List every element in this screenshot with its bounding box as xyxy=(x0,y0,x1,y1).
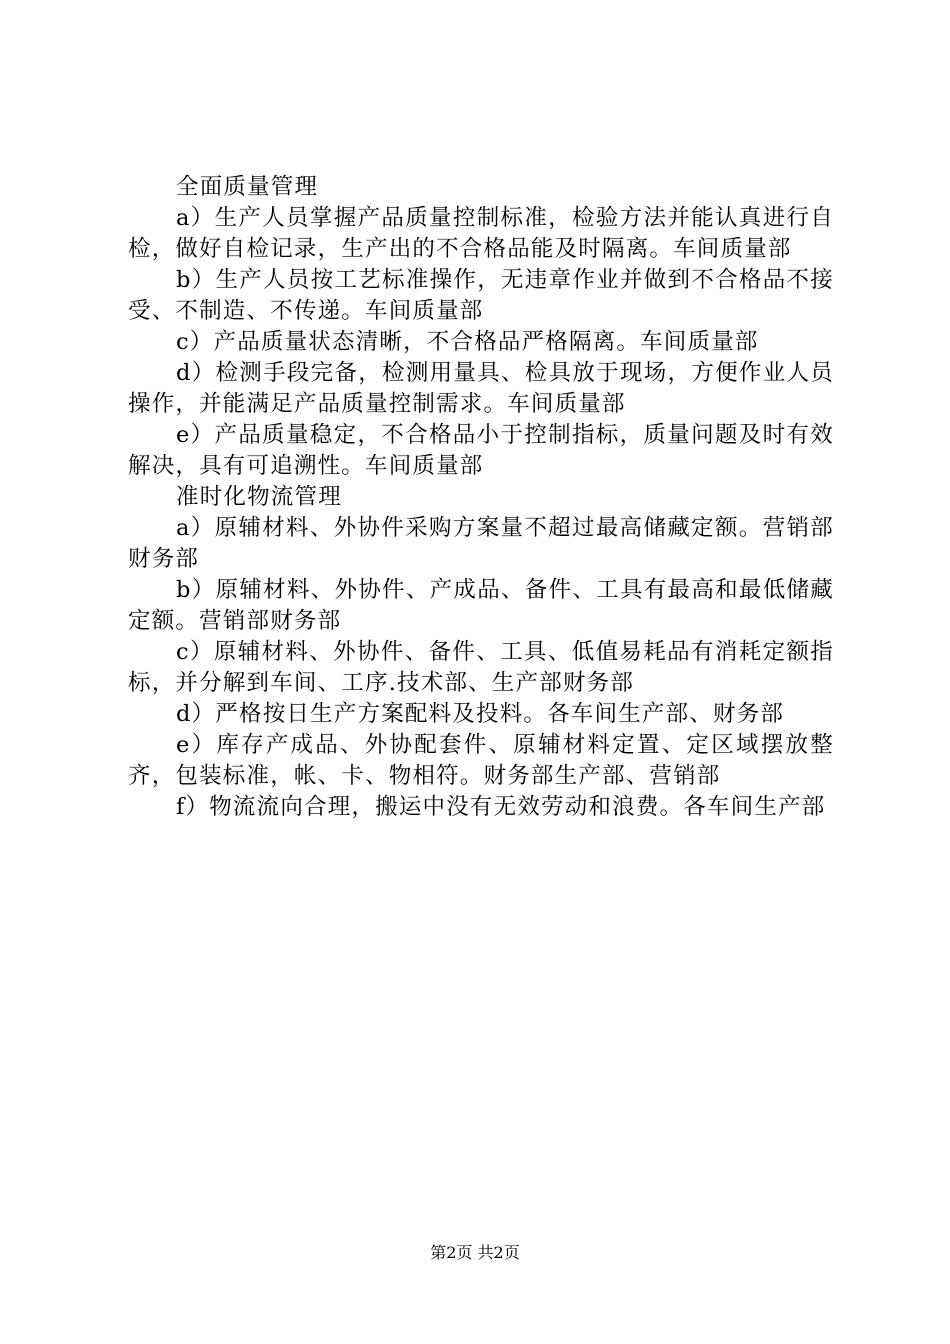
logistics-item-b: b）原辅材料、外协件、产成品、备件、工具有最高和最低储藏定额。营销部财务部 xyxy=(128,577,834,634)
logistics-item-f: f）物流流向合理，搬运中没有无效劳动和浪费。各车间生产部 xyxy=(176,794,826,820)
logistics-item-e: e）库存产成品、外协配套件、原辅材料定置、定区域摆放整齐，包装标准，帐、卡、物相符。财务部生产部、营销部 xyxy=(128,732,834,789)
section-heading-quality: 全面质量管理 xyxy=(176,174,319,200)
logistics-item-c: c）原辅材料、外协件、备件、工具、低值易耗品有消耗定额指标，并分解到车间、工序.技术部、生产部财务部 xyxy=(128,639,834,696)
logistics-item-d: d）严格按日生产方案配料及投料。各车间生产部、财务部 xyxy=(176,701,785,727)
section-heading-logistics: 准时化物流管理 xyxy=(176,484,342,510)
quality-item-d: d）检测手段完备，检测用量具、检具放于现场，方便作业人员操作，并能满足产品质量控制需求。车间质量部 xyxy=(128,360,834,417)
quality-item-b: b）生产人员按工艺标准操作，无违章作业并做到不合格品不接受、不制造、不传递。车间质量部 xyxy=(128,267,834,324)
document-body xyxy=(128,172,834,823)
page-footer: 第2页 共2页 xyxy=(430,1243,520,1262)
logistics-item-a: a）原辅材料、外协件采购方案量不超过最高储藏定额。营销部财务部 xyxy=(128,515,834,572)
quality-item-c: c）产品质量状态清晰，不合格品严格隔离。车间质量部 xyxy=(176,329,759,355)
quality-item-e: e）产品质量稳定，不合格品小于控制指标，质量问题及时有效解决，具有可追溯性。车间质量部 xyxy=(128,422,834,479)
quality-item-a: a）生产人员掌握产品质量控制标准，检验方法并能认真进行自检，做好自检记录，生产出的不合格品能及时隔离。车间质量部 xyxy=(128,205,834,262)
